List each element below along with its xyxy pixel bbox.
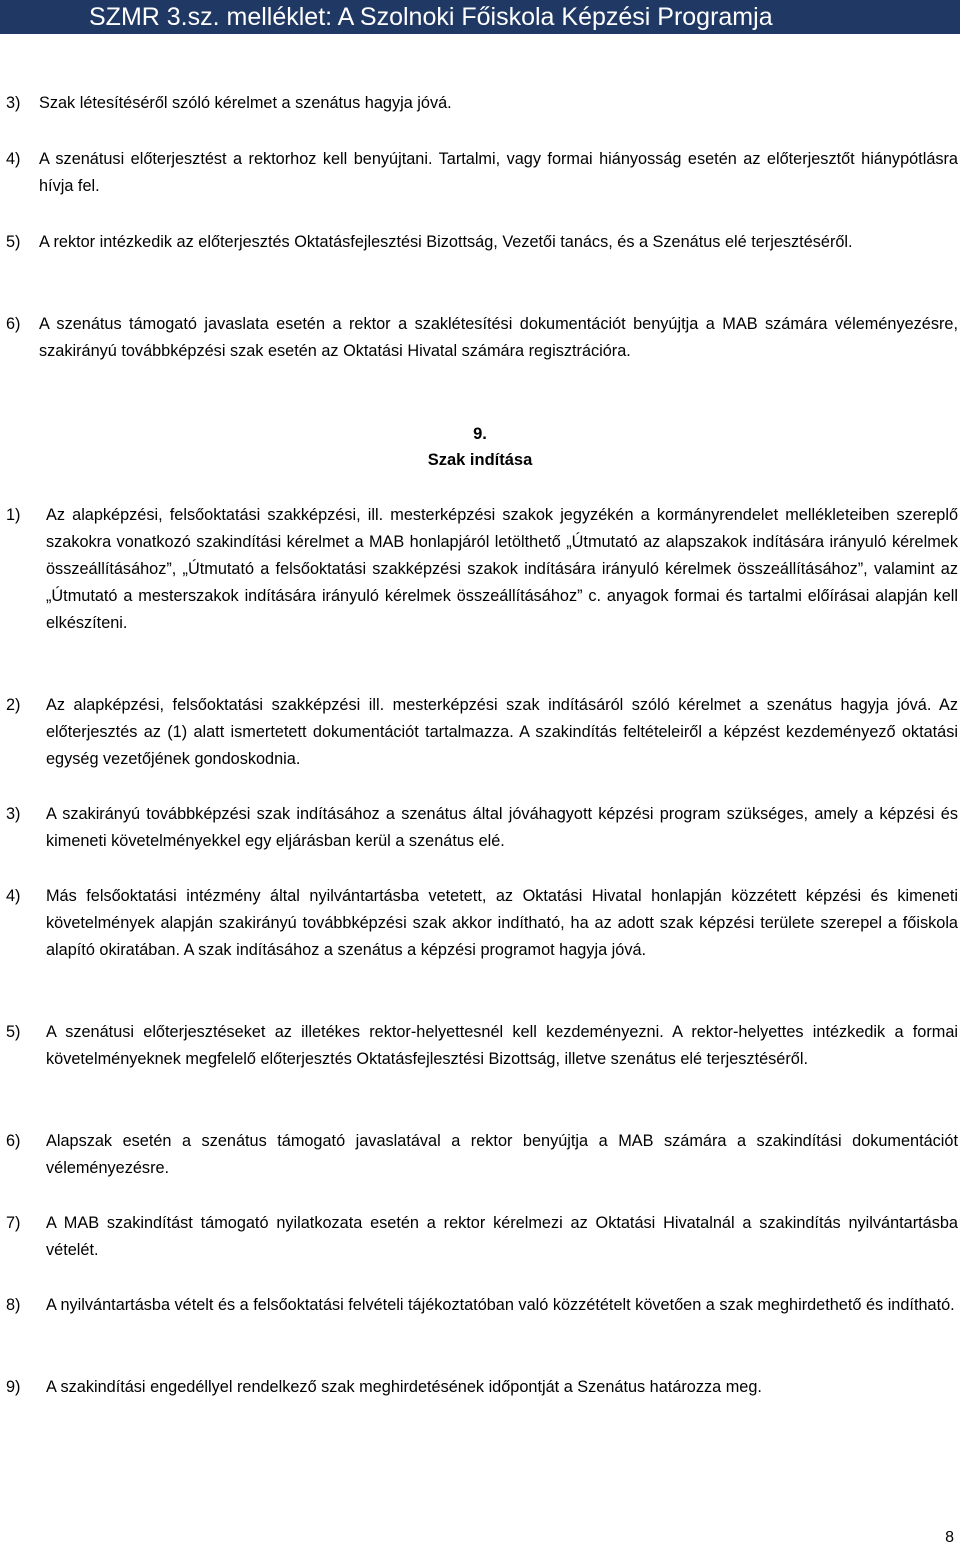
list-item-number: 5)	[6, 1023, 21, 1041]
list-item-text: A rektor intézkedik az előterjesztés Oktatásfejlesztési Bizottság, Vezetői tanács, és a Szenátus elé terjesztéséről.	[39, 233, 853, 251]
list-item-number: 7)	[6, 1214, 21, 1232]
list-item	[6, 311, 958, 365]
list-item-number: 9)	[6, 1378, 21, 1396]
list-item-number: 8)	[6, 1296, 21, 1314]
document-header	[0, 0, 960, 34]
list-item-text: A MAB szakindítást támogató nyilatkozata esetén a rektor kérelmezi az Oktatási Hivatalnál a szakindítás nyilvántartásba vételét.	[46, 1214, 958, 1259]
list-item-text: Az alapképzési, felsőoktatási szakképzési ill. mesterképzési szak indításáról szóló kérelmet a szenátus hagyja jóvá. Az előterjesztés az (1) alatt ismertetett dokumentációt tartalmazza. A szakindítás feltételeiről a képzést kezdeményező oktatási egység vezetőjének gondoskodnia.	[46, 696, 958, 768]
list-item-number: 6)	[6, 315, 21, 333]
list-item	[6, 801, 958, 855]
list-item-text: A szenátusi előterjesztéseket az illetékes rektor-helyettesnél kell kezdeményezni. A rektor-helyettes intézkedik a formai követelményeknek megfelelő előterjesztés Oktatásfejlesztési Bizottság, illetve szenátus elé terjesztéséről.	[46, 1023, 958, 1068]
list-item-text: Más felsőoktatási intézmény által nyilvántartásba vetetett, az Oktatási Hivatal honlapján közzétett képzési és kimeneti követelmények alapján szakirányú továbbképzési szak akkor indítható, ha az adott szak képzési területe szerepel a főiskola alapító okiratában. A szak indításához a szenátus a képzési programot hagyja jóvá.	[46, 887, 958, 959]
list-item	[6, 1292, 958, 1319]
list-item-text: A szakindítási engedéllyel rendelkező szak meghirdetésének időpontját a Szenátus határozza meg.	[46, 1378, 762, 1396]
list-item-text: Szak létesítéséről szóló kérelmet a szenátus hagyja jóvá.	[39, 94, 452, 112]
list-item-text: A nyilvántartásba vételt és a felsőoktatási felvételi tájékoztatóban való közzétételt követően a szak meghirdethető és indítható.	[46, 1296, 955, 1314]
list-item-number: 3)	[6, 805, 21, 823]
list-item-number: 6)	[6, 1132, 21, 1150]
list-item-number: 5)	[6, 233, 21, 251]
list-item	[6, 146, 958, 200]
page-number: 8	[945, 1529, 954, 1546]
list-item-number: 1)	[6, 506, 21, 524]
list-item	[6, 883, 958, 964]
list-item-number: 2)	[6, 696, 21, 714]
list-item	[6, 1128, 958, 1182]
list-item-text: A szenátusi előterjesztést a rektorhoz kell benyújtani. Tartalmi, vagy formai hiányosság esetén az előterjesztőt hiánypótlásra hívja fel.	[39, 150, 958, 195]
list-item	[6, 502, 958, 637]
list-item-text: Alapszak esetén a szenátus támogató javaslatával a rektor benyújtja a MAB számára a szakindítási dokumentációt véleményezésre.	[46, 1132, 958, 1177]
list-item	[6, 229, 958, 256]
list-item	[6, 90, 958, 117]
section-title: Szak indítása	[427, 451, 533, 469]
list-item-text: A szenátus támogató javaslata esetén a rektor a szaklétesítési dokumentációt benyújtja a MAB számára véleményezésre, szakirányú továbbképzési szak esetén az Oktatási Hivatal számára regisztrációra.	[39, 315, 958, 360]
list-item-number: 4)	[6, 150, 21, 168]
list-item	[6, 692, 958, 773]
list-item	[6, 1019, 958, 1073]
list-item-text: A szakirányú továbbképzési szak indításához a szenátus által jóváhagyott képzési program szükséges, amely a képzési és kimeneti követelményekkel egy eljárásban kerül a szenátus elé.	[46, 805, 958, 850]
list-item-number: 4)	[6, 887, 21, 905]
list-item	[6, 1210, 958, 1264]
list-item-number: 3)	[6, 94, 21, 112]
list-item	[6, 1374, 958, 1401]
section-number: 9.	[473, 425, 487, 443]
header-title: SZMR 3.sz. melléklet: A Szolnoki Főiskola Képzési Programja	[89, 3, 773, 31]
list-item-text: Az alapképzési, felsőoktatási szakképzési, ill. mesterképzési szakok jegyzékén a kormányrendelet mellékleteiben szereplő szakokra vonatkozó szakindítási kérelmet a MAB honlapjáról letölthető „Útmutató az alapszakok indítására irányuló kérelmek összeállításához”, „Útmutató a felsőoktatási szakképzési szakok indítására irányuló kérelmek összeállításához”, valamint az „Útmutató a mesterszakok indítására irányuló kérelmek összeállításához” c. anyagok formai és tartalmi előírásai alapján kell elkészíteni.	[46, 506, 958, 632]
